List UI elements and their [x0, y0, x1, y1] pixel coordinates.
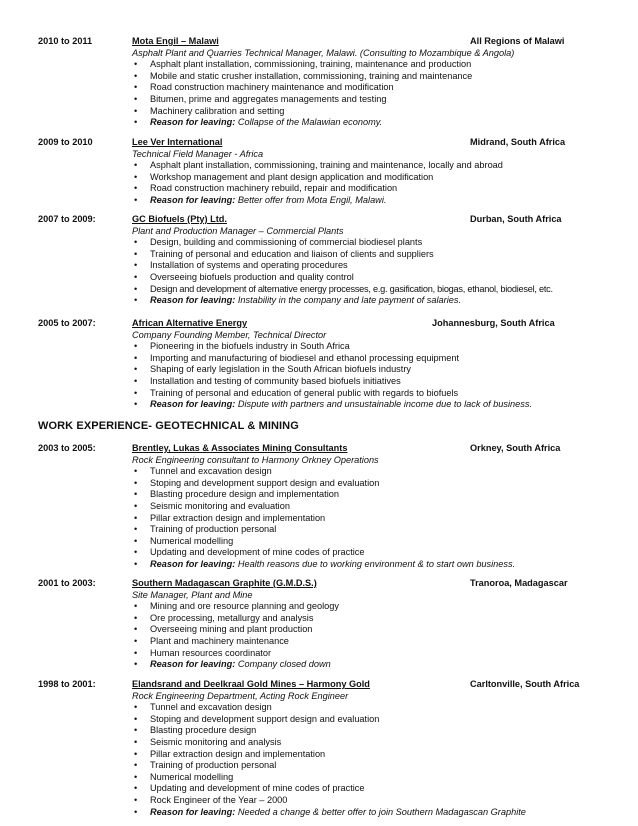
job-role: Site Manager, Plant and Mine	[132, 589, 253, 600]
bullet-icon: •	[134, 477, 138, 488]
bullet-icon: •	[134, 748, 138, 759]
duties-list	[132, 466, 515, 570]
duty-item: • Seismic monitoring and evaluation	[134, 500, 290, 511]
bullet-icon: •	[134, 271, 138, 282]
duty-item: • Pioneering in the biofuels industry in South Africa	[134, 341, 350, 352]
bullet-icon: •	[134, 105, 138, 116]
bullet-icon: •	[134, 659, 138, 670]
reason-for-leaving: • Reason for leaving: Dispute with partners and unsustainable income due to lack of business.	[134, 399, 532, 410]
employer-name: Mota Engil – Malawi	[132, 36, 219, 46]
duty-item: • Overseeing mining and plant production	[134, 624, 313, 635]
duty-item: • Numerical modelling	[134, 771, 234, 782]
duty-item: • Rock Engineer of the Year – 2000	[134, 794, 288, 805]
bullet-icon: •	[134, 806, 138, 817]
bullet-icon: •	[134, 760, 138, 771]
duty-item: • Machinery calibration and setting	[134, 105, 285, 116]
bullet-icon: •	[134, 283, 138, 294]
duty-item: • Updating and development of mine codes of practice	[134, 783, 365, 794]
job-dates: 2007 to 2009:	[38, 214, 96, 224]
duty-item: • Plant and machinery maintenance	[134, 635, 289, 646]
bullet-icon: •	[134, 375, 138, 386]
employer-name: GC Biofuels (Pty) Ltd.	[132, 214, 227, 224]
job-role: Rock Engineering Department, Acting Rock Engineer	[132, 690, 349, 701]
bullet-icon: •	[134, 260, 138, 271]
duty-item: • Training of production personal	[134, 760, 277, 771]
job-location: Durban, South Africa	[470, 214, 562, 224]
job-dates: 1998 to 2001:	[38, 679, 96, 689]
bullet-icon: •	[134, 59, 138, 70]
job-role: Technical Field Manager - Africa	[132, 148, 264, 159]
duties-list	[132, 237, 553, 307]
duty-item: • Human resources coordinator	[134, 647, 272, 658]
bullet-icon: •	[134, 248, 138, 259]
job-location: Midrand, South Africa	[470, 137, 566, 147]
bullet-icon: •	[134, 194, 138, 205]
job-dates: 2009 to 2010	[38, 137, 93, 147]
job-role: Asphalt Plant and Quarries Technical Manager, Malawi. (Consulting to Mozambique & Angola)	[132, 47, 515, 58]
bullet-icon: •	[134, 500, 138, 511]
employer-name: Elandsrand and Deelkraal Gold Mines – Harmony Gold	[132, 679, 370, 689]
duty-item: • Pillar extraction design and implementation	[134, 512, 326, 523]
duty-item: • Bitumen, prime and aggregates managements and testing	[134, 93, 387, 104]
duty-item: • Importing and manufacturing of biodiesel and ethanol processing equipment	[134, 352, 460, 363]
reason-for-leaving: • Reason for leaving: Health reasons due to working environment & to start own business.	[134, 558, 516, 569]
reason-for-leaving: • Reason for leaving: Collapse of the Malawian economy.	[134, 117, 383, 128]
duty-item: • Workshop management and plant design application and modification	[134, 171, 434, 182]
duty-item: • Training of personal and education of general public with regards to biofuels	[134, 387, 459, 398]
duty-item: • Stoping and development support design and evaluation	[134, 477, 380, 488]
job-location: Carltonville, South Africa	[470, 679, 580, 689]
employer-name: Lee Ver International	[132, 137, 223, 147]
duty-item: • Training of production personal	[134, 524, 277, 535]
job-dates: 2005 to 2007:	[38, 318, 96, 328]
bullet-icon: •	[134, 93, 138, 104]
bullet-icon: •	[134, 635, 138, 646]
bullet-icon: •	[134, 352, 138, 363]
bullet-icon: •	[134, 558, 138, 569]
duty-item: • Mobile and static crusher installation, commissioning, training and maintenance	[134, 70, 473, 81]
duty-item: • Road construction machinery maintenance and modification	[134, 82, 394, 93]
bullet-icon: •	[134, 512, 138, 523]
bullet-icon: •	[134, 117, 138, 128]
job-location: Johannesburg, South Africa	[432, 318, 555, 328]
employer-name: Brentley, Lukas & Associates Mining Consultants	[132, 443, 348, 453]
bullet-icon: •	[134, 341, 138, 352]
duty-item: • Design and development of alternative energy processes, e.g. gasification, biogas, ethanol, biodiesel, etc.	[134, 283, 553, 294]
job-role: Rock Engineering consultant to Harmony Orkney Operations	[132, 454, 379, 465]
bullet-icon: •	[134, 295, 138, 306]
job-role: Company Founding Member, Technical Director	[132, 329, 327, 340]
duty-item: • Ore processing, metallurgy and analysis	[134, 612, 314, 623]
duty-item: • Tunnel and excavation design	[134, 466, 272, 477]
bullet-icon: •	[134, 647, 138, 658]
reason-for-leaving: • Reason for leaving: Needed a change & better offer to join Southern Madagascan Graphite	[134, 806, 526, 817]
duty-item: • Training of personal and education and liaison of clients and suppliers	[134, 248, 434, 259]
duty-item: • Blasting procedure design and implementation	[134, 489, 339, 500]
duty-item: • Numerical modelling	[134, 535, 234, 546]
bullet-icon: •	[134, 364, 138, 375]
duties-list	[132, 702, 526, 818]
bullet-icon: •	[134, 535, 138, 546]
reason-for-leaving: • Reason for leaving: Instability in the company and late payment of salaries.	[134, 295, 462, 306]
duties-list	[132, 341, 532, 411]
bullet-icon: •	[134, 82, 138, 93]
section-heading: WORK EXPERIENCE- GEOTECHNICAL & MINING	[38, 420, 299, 432]
bullet-icon: •	[134, 624, 138, 635]
duty-item: • Asphalt plant installation, commissioning, training and maintenance, locally and abroad	[134, 160, 503, 171]
duty-item: • Overseeing biofuels production and quality control	[134, 271, 354, 282]
bullet-icon: •	[134, 237, 138, 248]
duty-item: • Road construction machinery rebuild, repair and modification	[134, 183, 398, 194]
duty-item: • Updating and development of mine codes of practice	[134, 547, 365, 558]
duty-item: • Installation and testing of community based biofuels initiatives	[134, 375, 401, 386]
duties-list	[132, 601, 339, 671]
bullet-icon: •	[134, 171, 138, 182]
bullet-icon: •	[134, 489, 138, 500]
bullet-icon: •	[134, 713, 138, 724]
bullet-icon: •	[134, 794, 138, 805]
job-location: All Regions of Malawi	[470, 36, 565, 46]
employer-name: Southern Madagascan Graphite (G.M.D.S.)	[132, 578, 317, 588]
bullet-icon: •	[134, 160, 138, 171]
bullet-icon: •	[134, 547, 138, 558]
reason-for-leaving: • Reason for leaving: Better offer from Mota Engil, Malawi.	[134, 194, 387, 205]
duties-list	[132, 160, 503, 206]
job-role: Plant and Production Manager – Commercial Plants	[132, 225, 344, 236]
duties-list	[132, 59, 472, 129]
bullet-icon: •	[134, 466, 138, 477]
bullet-icon: •	[134, 736, 138, 747]
bullet-icon: •	[134, 702, 138, 713]
duty-item: • Mining and ore resource planning and geology	[134, 601, 339, 612]
duty-item: • Blasting procedure design	[134, 725, 257, 736]
bullet-icon: •	[134, 601, 138, 612]
reason-for-leaving: • Reason for leaving: Company closed down	[134, 659, 331, 670]
duty-item: • Shaping of early legislation in the South African biofuels industry	[134, 364, 411, 375]
duty-item: • Asphalt plant installation, commissioning, training, maintenance and production	[134, 59, 472, 70]
bullet-icon: •	[134, 399, 138, 410]
bullet-icon: •	[134, 387, 138, 398]
job-dates: 2010 to 2011	[38, 36, 93, 46]
duty-item: • Seismic monitoring and analysis	[134, 736, 282, 747]
job-location: Orkney, South Africa	[470, 443, 561, 453]
bullet-icon: •	[134, 70, 138, 81]
employer-name: African Alternative Energy	[132, 318, 248, 328]
duty-item: • Design, building and commissioning of commercial biodiesel plants	[134, 237, 423, 248]
bullet-icon: •	[134, 612, 138, 623]
job-location: Tranoroa, Madagascar	[470, 578, 568, 588]
duty-item: • Installation of systems and operating procedures	[134, 260, 348, 271]
job-dates: 2003 to 2005:	[38, 443, 96, 453]
bullet-icon: •	[134, 783, 138, 794]
duty-item: • Tunnel and excavation design	[134, 702, 272, 713]
bullet-icon: •	[134, 725, 138, 736]
bullet-icon: •	[134, 771, 138, 782]
bullet-icon: •	[134, 183, 138, 194]
duty-item: • Stoping and development support design and evaluation	[134, 713, 380, 724]
duty-item: • Pillar extraction design and implementation	[134, 748, 326, 759]
bullet-icon: •	[134, 524, 138, 535]
job-dates: 2001 to 2003:	[38, 578, 96, 588]
